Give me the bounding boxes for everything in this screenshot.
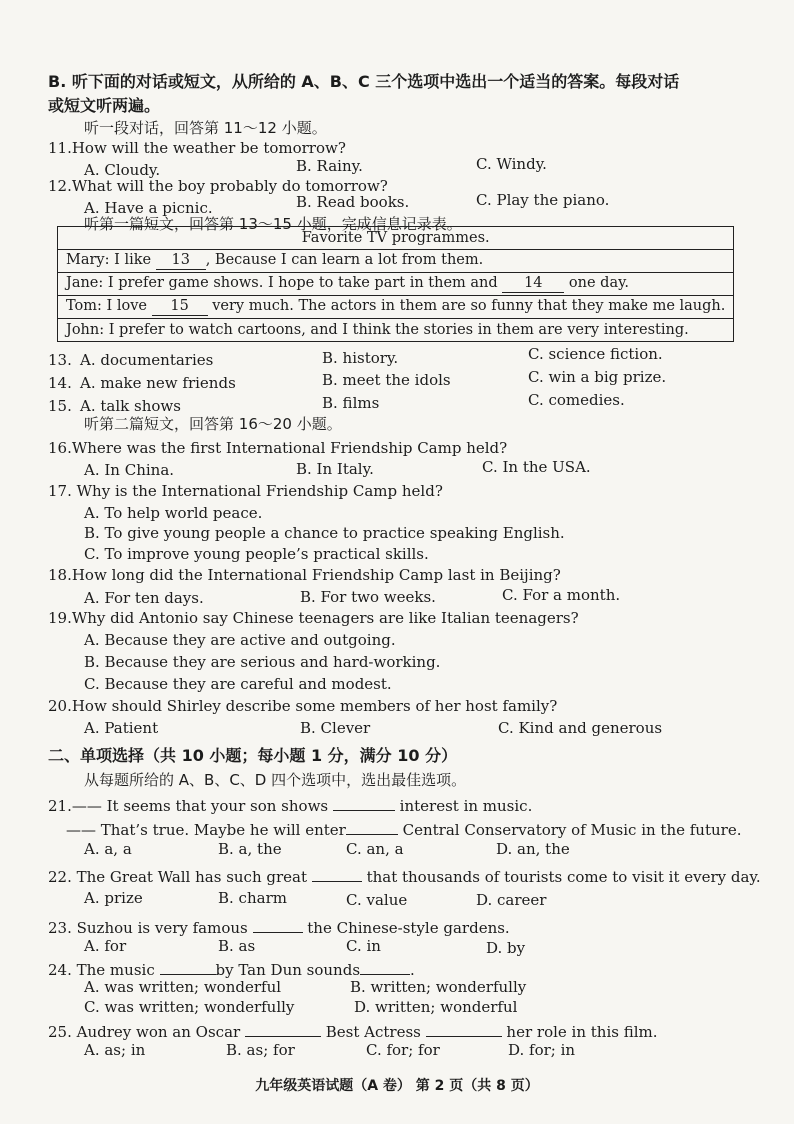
q19-option-a: A. Because they are active and outgoing. [84, 631, 396, 649]
q25-stem [48, 1019, 658, 1042]
table-title: Favorite TV programmes. [58, 227, 734, 250]
q25-mid: Best Actress [325, 1023, 421, 1041]
q22-option-b: B. charm [218, 889, 287, 907]
q14-option-a: A. make new friends [80, 374, 236, 392]
table-row [58, 273, 734, 296]
q14-number: 14. [48, 374, 72, 392]
q23-option-d: D. by [486, 939, 526, 957]
q25-option-c: C. for; for [366, 1041, 440, 1059]
q13-option-a: A. documentaries [80, 351, 214, 369]
table-row [58, 250, 734, 273]
subheading-13-15: 听第一篇短文，回答第 13～15 小题，完成信息记录表。 [84, 215, 462, 233]
section-b-heading-line2: 或短文听两遍。 [48, 96, 161, 115]
q21-blank-1 [333, 793, 395, 811]
q15-option-b: B. films [322, 394, 380, 412]
blank-14: 14 [502, 275, 564, 293]
q16-stem: 16.Where was the first International Friendship Camp held? [48, 439, 508, 457]
q25-blank-2 [426, 1019, 502, 1037]
blank-15: 15 [152, 298, 208, 316]
q15-option-a: A. talk shows [80, 397, 181, 415]
row1-post: , Because I can learn a lot from them. [205, 252, 484, 268]
q22-stem [48, 864, 761, 887]
q20-option-b: B. Clever [300, 719, 371, 737]
row2-post: one day. [568, 275, 629, 291]
q24-post: . [410, 961, 415, 979]
q24-option-b: B. written; wonderfully [350, 978, 527, 996]
q16-option-a: A. In China. [84, 461, 175, 479]
q12-option-a: A. Have a picnic. [84, 199, 213, 217]
q23-blank [253, 915, 303, 933]
q23-pre: 23. Suzhou is very famous [48, 919, 248, 937]
q24-mid: by Tan Dun sounds [215, 961, 361, 979]
q18-option-b: B. For two weeks. [300, 588, 436, 606]
q24-blank-1 [160, 957, 216, 975]
q12-option-c: C. Play the piano. [476, 191, 610, 209]
q25-option-a: A. as; in [84, 1041, 146, 1059]
q14-option-b: B. meet the idols [322, 371, 451, 389]
tv-programmes-table [57, 226, 734, 342]
q23-stem [48, 915, 510, 938]
subheading-16-20: 听第二篇短文，回答第 16～20 小题。 [84, 415, 342, 433]
q21-option-c: C. an, a [346, 840, 404, 858]
q25-option-b: B. as; for [226, 1041, 295, 1059]
q19-stem: 19.Why did Antonio say Chinese teenagers are like Italian teenagers? [48, 609, 579, 627]
q12-stem: 12.What will the boy probably do tomorrow? [48, 177, 388, 195]
row4-text: John: I prefer to watch cartoons, and I think the stories in them are very interesting. [58, 319, 734, 342]
q18-option-a: A. For ten days. [84, 589, 204, 607]
q17-option-a: A. To help world peace. [84, 504, 263, 522]
q18-option-c: C. For a month. [502, 586, 621, 604]
q21-option-a: A. a, a [84, 840, 132, 858]
q20-stem: 20.How should Shirley describe some members of her host family? [48, 697, 558, 715]
q19-option-b: B. Because they are serious and hard-working. [84, 653, 441, 671]
q22-pre: 22. The Great Wall has such great [48, 868, 307, 886]
q21-line1-post: interest in music. [399, 797, 533, 815]
q16-option-b: B. In Italy. [296, 460, 374, 478]
q13-number: 13. [48, 351, 72, 369]
q17-option-c: C. To improve young people’s practical skills. [84, 545, 429, 563]
q15-option-c: C. comedies. [528, 391, 625, 409]
q21-line2-pre: —— That’s true. Maybe he will enter [66, 821, 346, 839]
q17-stem: 17. Why is the International Friendship Camp held? [48, 482, 443, 500]
q20-option-a: A. Patient [84, 719, 159, 737]
q18-stem: 18.How long did the International Friendship Camp last in Beijing? [48, 566, 561, 584]
q12-option-b: B. Read books. [296, 193, 410, 211]
q17-option-b: B. To give young people a chance to practice speaking English. [84, 524, 565, 542]
q21-blank-2 [346, 817, 398, 835]
q13-option-c: C. science fiction. [528, 345, 663, 363]
q25-blank-1 [245, 1019, 321, 1037]
q24-option-a: A. was written; wonderful [84, 978, 282, 996]
table-row [58, 319, 734, 342]
q20-option-c: C. Kind and generous [498, 719, 663, 737]
q23-post: the Chinese-style gardens. [307, 919, 510, 937]
q25-pre: 25. Audrey won an Oscar [48, 1023, 241, 1041]
q21-option-b: B. a, the [218, 840, 282, 858]
section-b-heading-line1: B. 听下面的对话或短文，从所给的 A、B、C 三个选项中选出一个适当的答案。每段对话 [48, 72, 680, 91]
q19-option-c: C. Because they are careful and modest. [84, 675, 392, 693]
row1-pre: Mary: I like [66, 252, 152, 268]
q11-stem: 11.How will the weather be tomorrow? [48, 139, 346, 157]
section-2-instruction: 从每题所给的 A、B、C、D 四个选项中，选出最佳选项。 [84, 771, 467, 789]
q16-option-c: C. In the USA. [482, 458, 591, 476]
q21-line1 [48, 793, 532, 816]
q21-option-d: D. an, the [496, 840, 570, 858]
q22-option-c: C. value [346, 891, 408, 909]
row3-post: very much. The actors in them are so funny that they make me laugh. [212, 298, 726, 314]
q21-line1-pre: 21.—— It seems that your son shows [48, 797, 329, 815]
q24-option-d: D. written; wonderful [354, 998, 518, 1016]
page-footer: 九年级英语试题（A 卷） 第 2 页（共 8 页） [255, 1078, 539, 1094]
q24-option-c: C. was written; wonderfully [84, 998, 295, 1016]
table-row [58, 227, 734, 250]
q23-option-c: C. in [346, 937, 381, 955]
q22-option-a: A. prize [84, 889, 143, 907]
q11-option-a: A. Cloudy. [84, 161, 161, 179]
q25-post: her role in this film. [506, 1023, 658, 1041]
q24-blank-2 [360, 957, 410, 975]
q23-option-b: B. as [218, 937, 256, 955]
q22-post: that thousands of tourists come to visit it every day. [366, 868, 761, 886]
section-2-heading: 二、单项选择（共 10 小题；每小题 1 分，满分 10 分） [48, 746, 458, 765]
q15-number: 15. [48, 397, 72, 415]
q21-line2-post: Central Conservatory of Music in the future. [402, 821, 742, 839]
row3-pre: Tom: I love [66, 298, 147, 314]
q24-pre: 24. The music [48, 961, 155, 979]
q22-blank [312, 864, 362, 882]
q25-option-d: D. for; in [508, 1041, 576, 1059]
q22-option-d: D. career [476, 891, 547, 909]
subheading-11-12: 听一段对话，回答第 11～12 小题。 [84, 119, 327, 137]
q23-option-a: A. for [84, 937, 127, 955]
q11-option-c: C. Windy. [476, 155, 547, 173]
q13-option-b: B. history. [322, 349, 399, 367]
q11-option-b: B. Rainy. [296, 157, 363, 175]
table-row [58, 296, 734, 319]
blank-13: 13 [156, 252, 206, 270]
q21-line2 [66, 817, 741, 840]
row2-pre: Jane: I prefer game shows. I hope to take part in them and [66, 275, 498, 291]
q14-option-c: C. win a big prize. [528, 368, 667, 386]
